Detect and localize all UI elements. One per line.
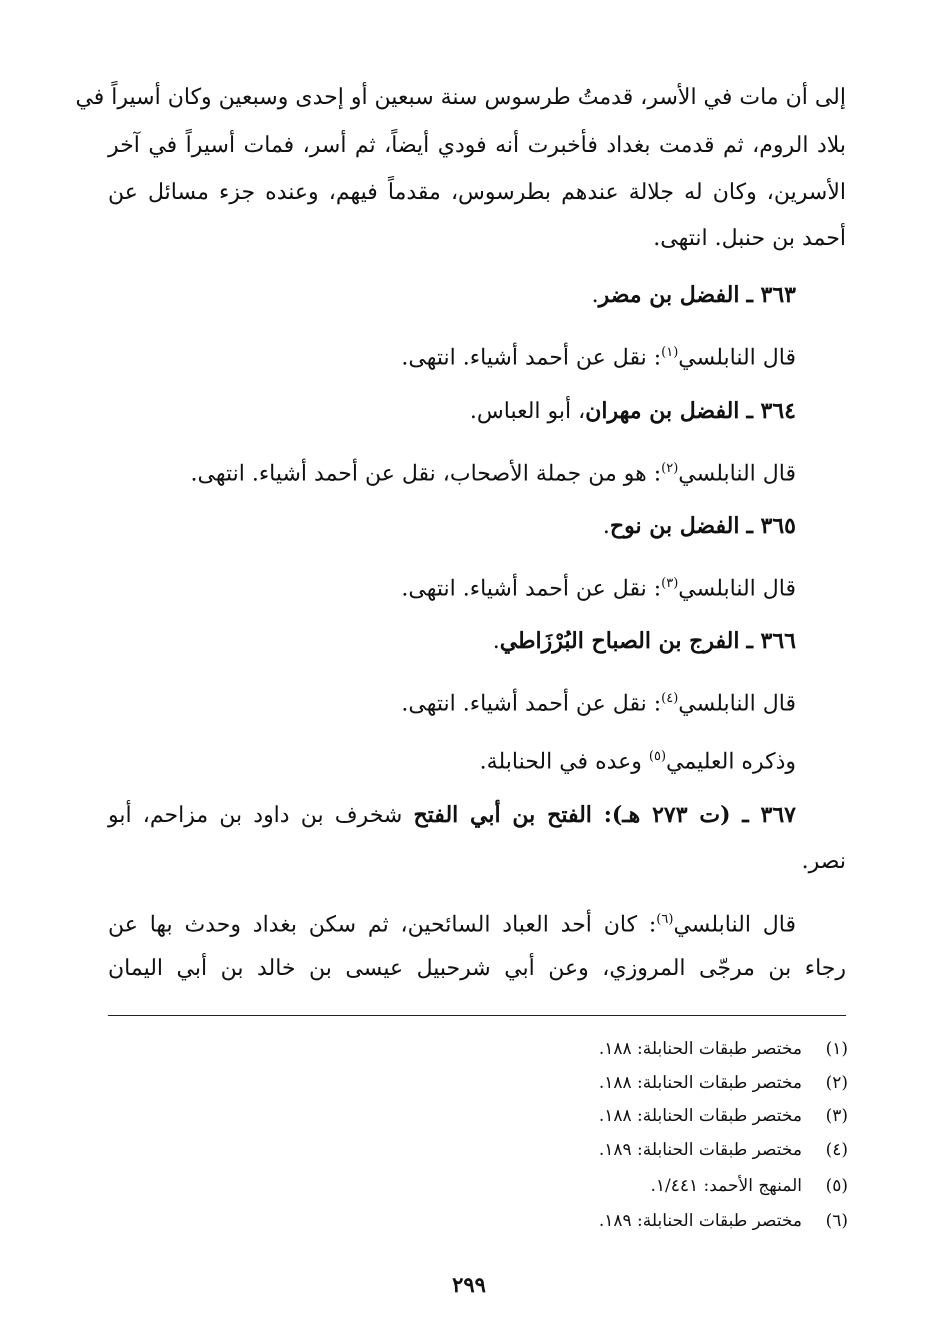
entry-heading-rest: شخرف بن داود بن مزاحم، أبو	[108, 803, 414, 828]
alimi-line	[480, 737, 796, 777]
footnote-text: مختصر طبقات الحنابلة: ١٨٨.	[598, 1106, 802, 1126]
entry-name: الفضل بن مضر	[598, 282, 740, 308]
entry-number: ٣٦٥ ـ	[746, 513, 796, 539]
entry-name: الفتح بن أبي الفتح	[413, 802, 592, 828]
entry-name: الفرج بن الصباح البُرْزَاطي	[499, 628, 740, 654]
paragraph-line: بلاد الروم، ثم قدمت بغداد فأخبرت أنه فودي أيضاً، ثم أسر، فمات أسيراً في آخر	[108, 133, 846, 158]
entry-heading-rest: .	[492, 629, 500, 654]
quote-label: قال النابلسي	[678, 461, 796, 487]
footnote-text: مختصر طبقات الحنابلة: ١٨٨.	[598, 1073, 802, 1093]
quote-text: : نقل عن أحمد أشياء. انتهى.	[401, 691, 662, 717]
footnote-ref: (٢)	[661, 461, 679, 476]
quote-text: : هو من جملة الأصحاب، نقل عن أحمد أشياء. انتهى.	[190, 461, 662, 487]
footnote-ref: (٣)	[661, 576, 679, 591]
alimi-before: وذكره العليمي	[666, 749, 796, 775]
page-number: ٢٩٩	[452, 1272, 486, 1297]
footnote	[599, 1068, 848, 1098]
entry-heading	[603, 506, 796, 546]
footnote-text: مختصر طبقات الحنابلة: ١٨٩.	[598, 1140, 802, 1160]
footnote-number: (٦)	[825, 1211, 848, 1231]
footnote-ref: (٥)	[648, 749, 667, 764]
footnote-ref: (٤)	[661, 691, 679, 706]
entry-heading-rest: .	[602, 514, 610, 539]
quote-line	[401, 679, 796, 719]
paragraph-line: أحمد بن حنبل. انتهى.	[653, 226, 846, 251]
paragraph-line: رجاء بن مرجّى المروزي، وعن أبي شرحبيل عيسى بن خالد بن أبي اليمان	[108, 956, 846, 981]
entry-heading	[493, 621, 796, 661]
entry-heading	[592, 275, 796, 315]
entry-heading	[470, 391, 796, 431]
entry-prefix: ٣٦٧ ـ (ت ٢٧٣ هـ):	[591, 802, 796, 828]
entry-heading-rest: ، أبو العباس.	[469, 399, 586, 424]
footnote-number: (٣)	[825, 1106, 848, 1126]
footnote-ref: (١)	[661, 345, 679, 360]
paragraph-line: إلى أن مات في الأسر، قدمتُ طرسوس سنة سبعين أو إحدى وسبعين وكان أسيراً في	[75, 85, 846, 110]
entry-heading-rest: .	[591, 283, 599, 308]
entry-number: ٣٦٦ ـ	[746, 628, 796, 654]
footnote	[599, 1135, 848, 1165]
footnote-number: (٥)	[825, 1176, 848, 1196]
entry-name: الفضل بن مهران	[585, 398, 740, 424]
quote-label: قال النابلسي	[673, 912, 796, 938]
footnote	[599, 1101, 848, 1131]
quote-label: قال النابلسي	[678, 345, 796, 371]
footnote-text: مختصر طبقات الحنابلة: ١٨٩.	[598, 1211, 802, 1231]
quote-label: قال النابلسي	[678, 691, 796, 717]
entry-name: الفضل بن نوح	[609, 513, 740, 539]
quote-line	[108, 900, 796, 940]
footnote-text: المنهج الأحمد: ١/٤٤١.	[650, 1176, 802, 1196]
alimi-after: وعده في الحنابلة.	[479, 749, 649, 775]
entry-heading	[108, 795, 796, 835]
footnote-number: (١)	[825, 1039, 848, 1059]
footnote-number: (٢)	[825, 1073, 848, 1093]
quote-line	[401, 333, 796, 373]
quote-text: : نقل عن أحمد أشياء. انتهى.	[401, 576, 662, 602]
quote-text: : نقل عن أحمد أشياء. انتهى.	[401, 345, 662, 371]
quote-text: : كان أحد العباد السائحين، ثم سكن بغداد وحدث بها عن	[108, 912, 657, 938]
quote-line	[190, 449, 796, 489]
footnote	[599, 1206, 848, 1236]
entry-heading-line2: نصر.	[801, 849, 846, 874]
quote-label: قال النابلسي	[678, 576, 796, 602]
footnote	[599, 1034, 848, 1064]
entry-number: ٣٦٣ ـ	[746, 282, 796, 308]
footnote-ref: (٦)	[656, 912, 674, 927]
entry-number: ٣٦٤ ـ	[746, 398, 796, 424]
footnote-number: (٤)	[825, 1140, 848, 1160]
footnote-text: مختصر طبقات الحنابلة: ١٨٨.	[598, 1039, 802, 1059]
footnote	[650, 1171, 848, 1201]
paragraph-line: الأسرين، وكان له جلالة عندهم بطرسوس، مقدماً فيهم، وعنده جزء مسائل عن	[108, 180, 846, 205]
footnote-separator	[108, 1015, 846, 1016]
quote-line	[401, 564, 796, 604]
